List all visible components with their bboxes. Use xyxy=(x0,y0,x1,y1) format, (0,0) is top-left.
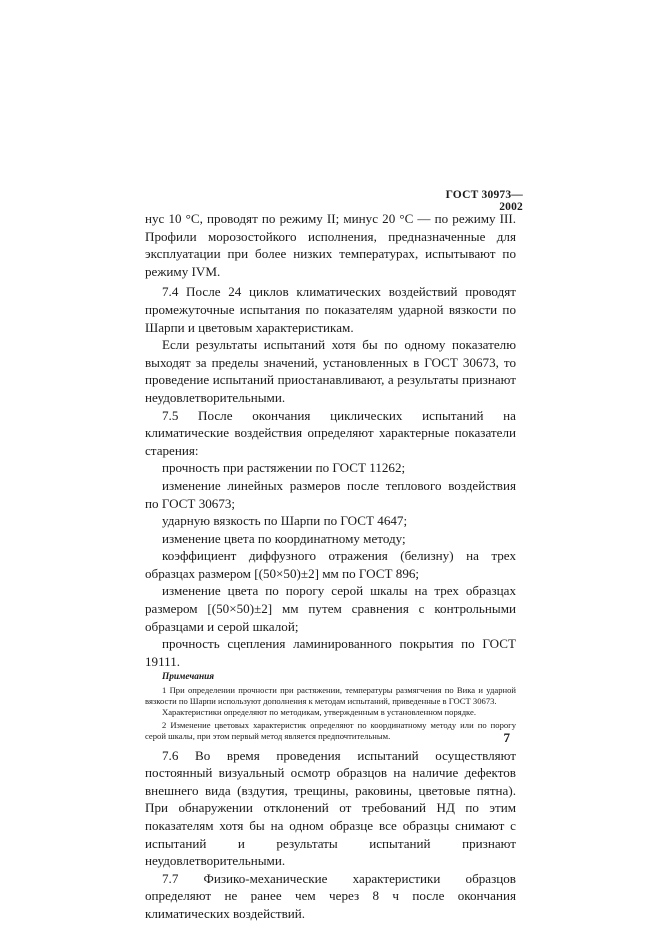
list-item-tensile-strength: прочность при растяжении по ГОСТ 11262; xyxy=(162,460,406,476)
page-number: 7 xyxy=(503,730,510,745)
paragraph-7-6: 7.6 Во время проведения испытаний осуществляют постоянный визуальный осмотр образцов на наличие дефектов внешнего вида (вздутия, трещины, раковины, цветовые пятна). При обнаружении отклонений от требований НД по этим показателям хотя бы на одном образце все образцы снимают с испытаний и результаты испытаний признают неудовлетворительными. xyxy=(145,747,516,869)
paragraph-7-4: 7.4 После 24 циклов климатических воздействий проводят промежуточные испытания по показателям ударной вязкости по Шарпи и цветовым характеристикам. xyxy=(145,284,516,335)
paragraph-continuation: нус 10 °С, проводят по режиму II; минус 20 °С — по режиму III. Профили морозостойкого исполнения, предназначенные для эксплуатации при более низких температурах, испытывают по режиму IVM. xyxy=(145,211,516,279)
note-item: Характеристики определяют по методикам, утвержденным в установленном порядке. xyxy=(162,707,476,718)
list-item-color-coordinate: изменение цвета по координатному методу; xyxy=(162,530,406,546)
paragraph-7-5: 7.5 После окончания циклических испытаний на климатические воздействия определяют характерные показатели старения: xyxy=(145,407,516,458)
notes-title: Примечания xyxy=(162,672,215,683)
list-item-gray-scale: изменение цвета по порогу серой шкалы на трех образцах размером [(50×50)±2] мм путем сравнения с контрольными образцами и серой шкалой; xyxy=(145,583,516,634)
notes-block xyxy=(145,672,516,742)
note-item: 1 При определении прочности при растяжении, температуры размягчения по Вика и ударной вязкости по Шарпи используют дополнения к методам испытаний, приведенные в ГОСТ 30673. xyxy=(145,684,516,706)
note-item: 2 Изменение цветовых характеристик определяют по координатному методу или по порогу серой шкалы, при этом первый метод является предпочтительным. xyxy=(145,720,516,742)
paragraph-test-results: Если результаты испытаний хотя бы по одному показателю выходят за пределы значений, установленных в ГОСТ 30673, то проведение испытаний приостанавливают, а результаты признают неудовлетворительными. xyxy=(145,337,516,405)
list-item-impact-strength: ударную вязкость по Шарпи по ГОСТ 4647; xyxy=(162,513,408,529)
after-notes-block xyxy=(145,747,516,923)
body-text xyxy=(145,210,516,923)
list-item-linear-dimensions: изменение линейных размеров после теплового воздействия по ГОСТ 30673; xyxy=(145,477,516,511)
standard-header: ГОСТ 30973—2002 xyxy=(445,189,523,213)
list-item-lamination-adhesion: прочность сцепления ламинированного покрытия по ГОСТ 19111. xyxy=(145,636,516,669)
list-item-diffuse-reflection: коэффициент диффузного отражения (белизну) на трех образцах размером [(50×50)±2] мм по ГОСТ 896; xyxy=(145,548,516,581)
paragraph-7-7: 7.7 Физико-механические характеристики образцов определяют не ранее чем через 8 ч после окончания климатических воздействий. xyxy=(145,870,516,921)
